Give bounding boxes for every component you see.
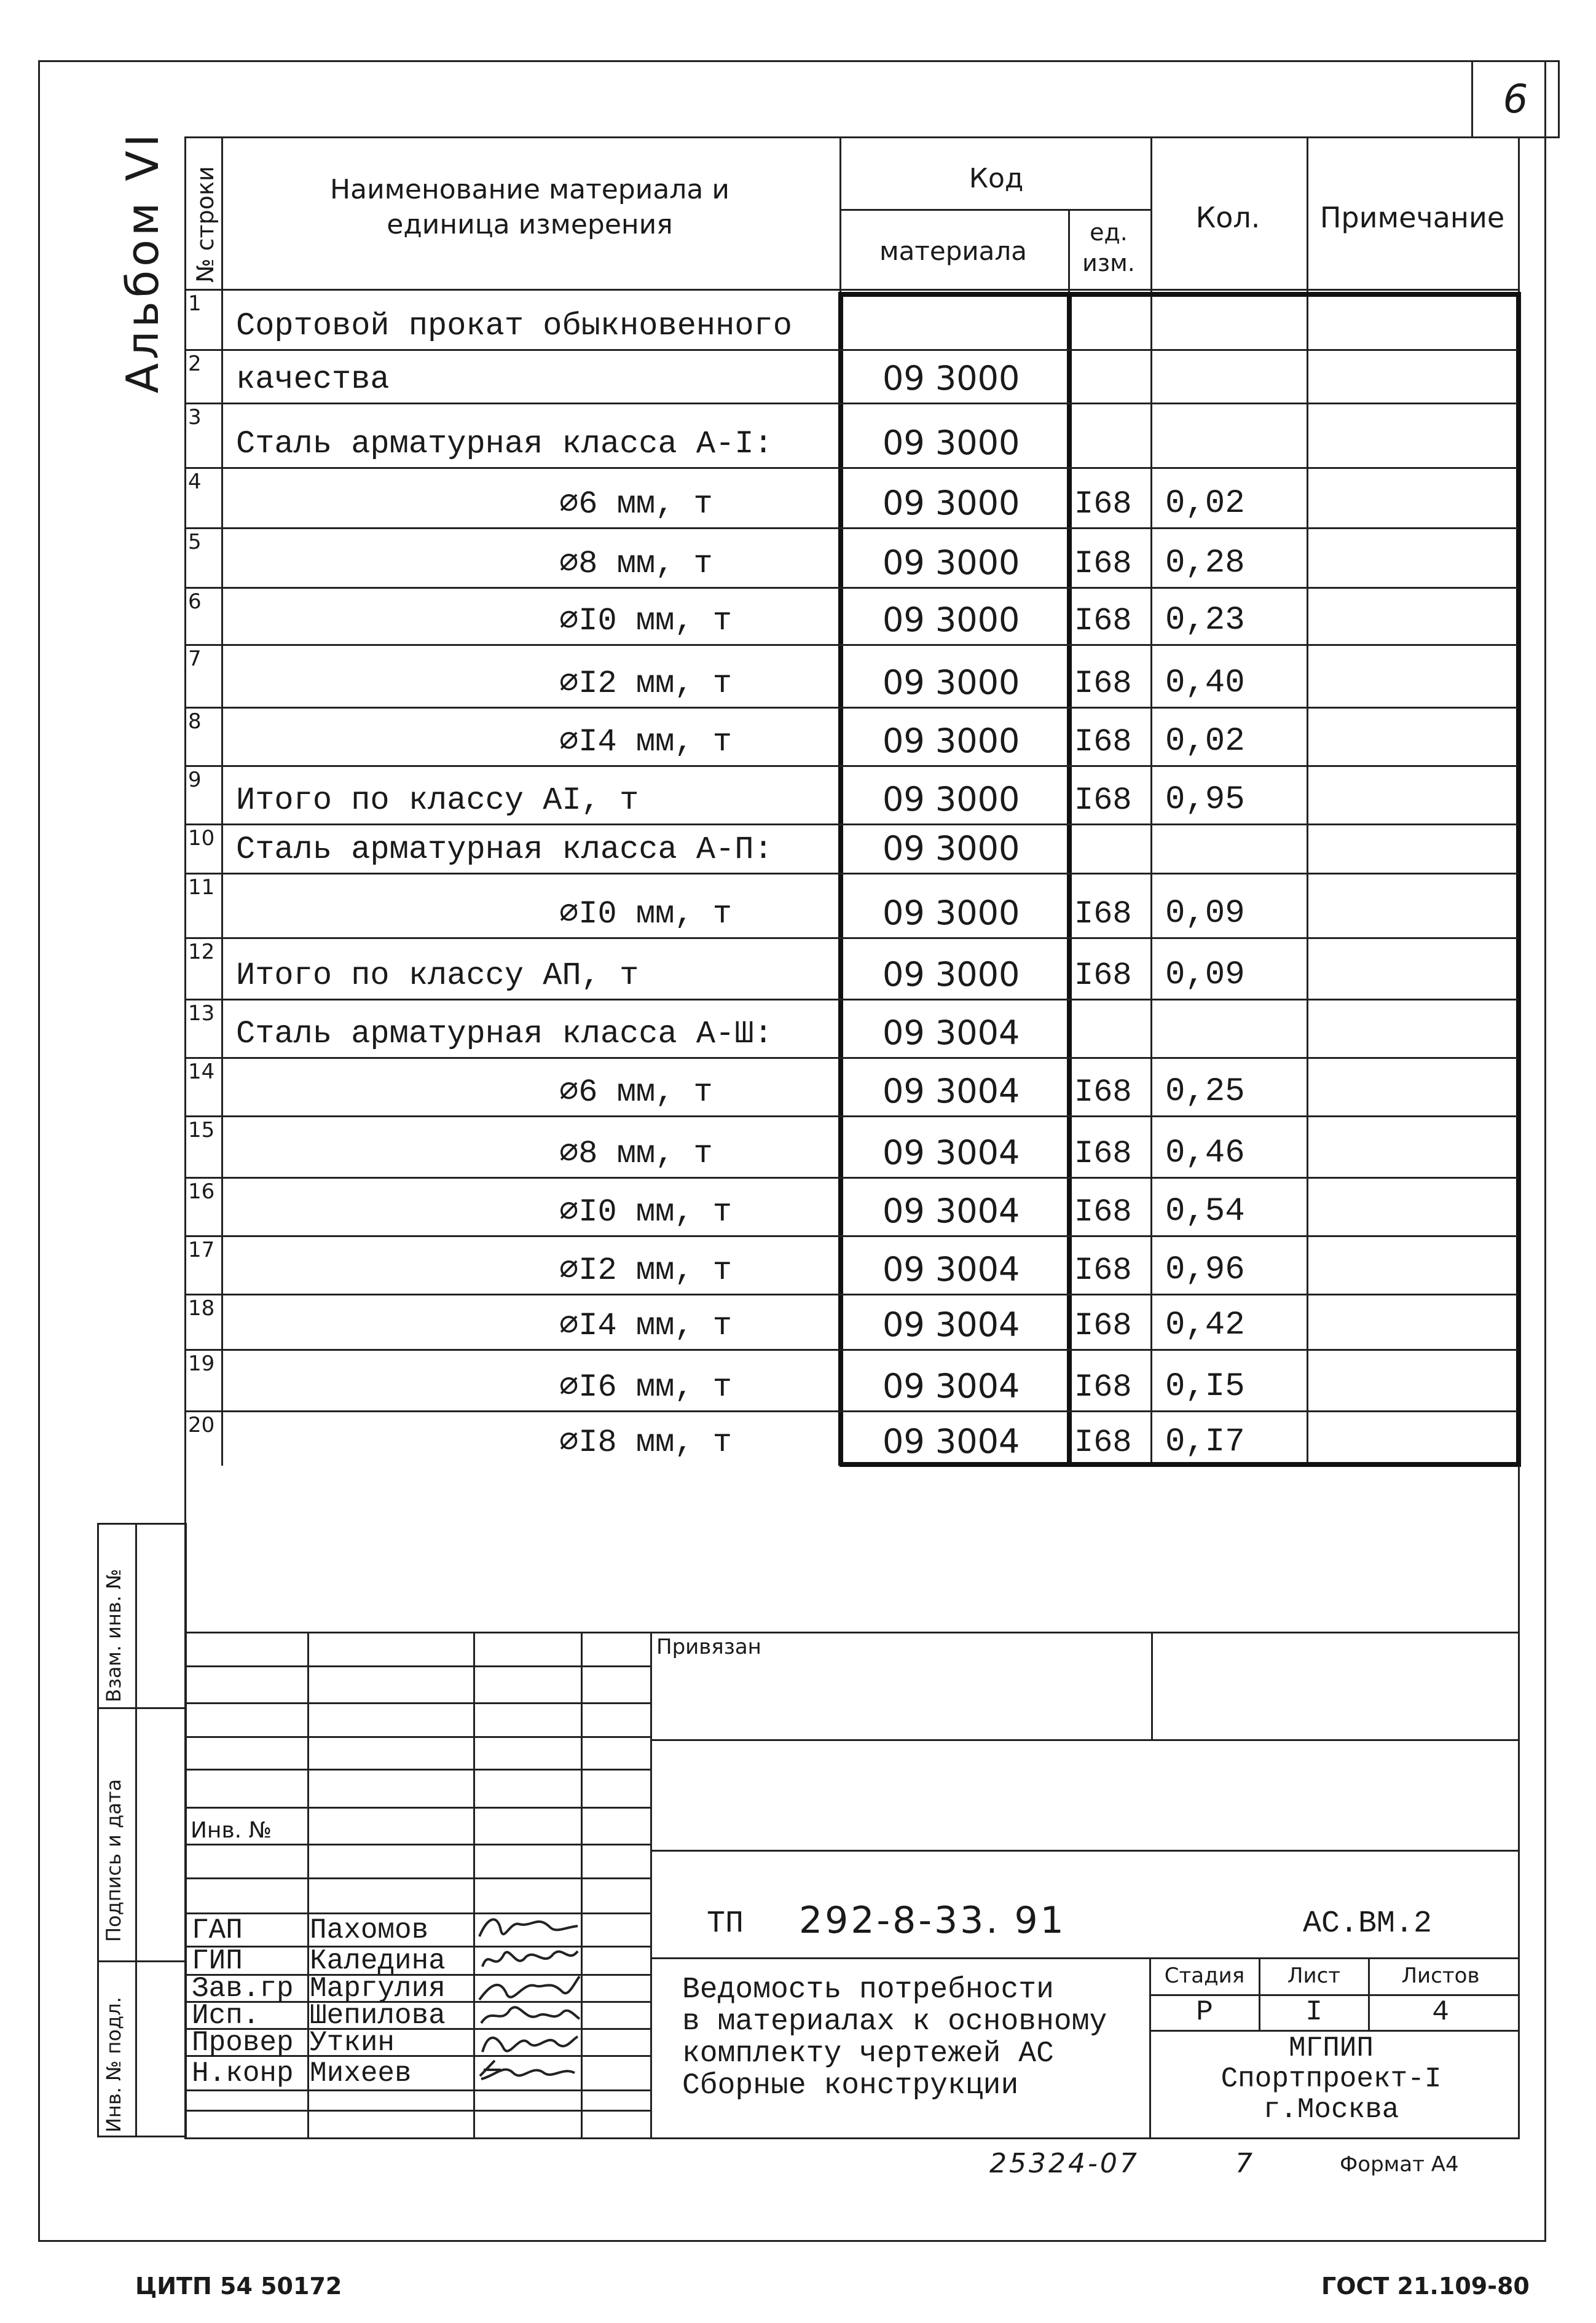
row-number: 18	[188, 1296, 215, 1321]
stamp-line	[307, 1632, 309, 2137]
row-material-code: 09 3004	[883, 1250, 1020, 1289]
row-name: ⌀8 мм, т	[559, 1136, 713, 1172]
privyazan-label: Привязан	[656, 1635, 761, 1659]
row-unit: I68	[1074, 782, 1132, 819]
row-material-code: 09 3000	[883, 359, 1020, 398]
org-line-3: г.Москва	[1263, 2094, 1399, 2126]
stamp-line	[1518, 1466, 1520, 2137]
row-number: 9	[188, 768, 202, 792]
inv-no-label: Инв. №	[191, 1817, 272, 1843]
row-material-code: 09 3000	[883, 600, 1020, 639]
staff-role: Провер	[192, 2029, 294, 2056]
stamp-line	[581, 1632, 583, 2137]
row-qty: 0,02	[1165, 485, 1245, 522]
row-name: Сталь арматурная класса А-П:	[236, 831, 773, 868]
row-line	[184, 644, 1518, 646]
row-line	[184, 349, 1518, 351]
row-name: ⌀I0 мм, т	[559, 603, 732, 639]
row-number: 8	[188, 709, 202, 734]
row-material-code: 09 3004	[883, 1072, 1020, 1110]
row-name: ⌀I4 мм, т	[559, 724, 732, 760]
row-qty: 0,25	[1165, 1073, 1245, 1110]
row-unit	[1074, 352, 1150, 400]
row-material-code: 09 3004	[883, 1192, 1020, 1230]
row-qty: 0,28	[1165, 544, 1245, 582]
row-name: Сталь арматурная класса А-I:	[236, 426, 773, 462]
header-code: Код	[969, 162, 1024, 194]
row-number: 15	[188, 1118, 215, 1142]
row-number: 13	[188, 1001, 215, 1026]
row-name: ⌀I8 мм, т	[559, 1425, 732, 1461]
row-number: 6	[188, 589, 202, 614]
row-name: ⌀I0 мм, т	[559, 896, 732, 932]
row-unit: I68	[1074, 1252, 1132, 1289]
stage-value: Р	[1196, 1996, 1213, 2028]
side-podpis-label: Подпись и дата	[102, 1779, 125, 1942]
row-qty	[1165, 1001, 1307, 1055]
staff-role: Зав.гр	[192, 1975, 294, 2002]
row-qty: 0,02	[1165, 723, 1245, 760]
header-name-1: Наименование материала и	[330, 173, 729, 205]
org-line-1: МГПИП	[1288, 2032, 1374, 2064]
header-material: материала	[879, 235, 1027, 266]
doc-code: АС.ВМ.2	[1303, 1906, 1433, 1941]
row-name: ⌀I0 мм, т	[559, 1194, 732, 1230]
header-bottom-line	[184, 289, 1518, 291]
row-line	[184, 707, 1518, 709]
row-name: Сталь арматурная класса А-Ш:	[236, 1016, 773, 1052]
row-name: ⌀I2 мм, т	[559, 666, 732, 702]
row-name: ⌀I2 мм, т	[559, 1252, 732, 1289]
row-qty	[1165, 352, 1307, 400]
staff-name: Шепилова	[310, 2002, 446, 2029]
staff-role: ГИП	[192, 1947, 243, 1975]
row-material-code: 09 3000	[883, 955, 1020, 994]
row-line	[184, 467, 1518, 469]
row-qty: 0,23	[1165, 602, 1245, 639]
staff-role: Исп.	[192, 2002, 260, 2029]
row-unit: I68	[1074, 546, 1132, 582]
row-line	[184, 937, 1518, 939]
row-name: качества	[236, 361, 390, 398]
row-material-code: 09 3004	[883, 1013, 1020, 1052]
staff-name: Каледина	[310, 1947, 446, 1975]
row-name: Итого по классу АП, т	[236, 957, 639, 994]
stamp-line	[473, 1632, 475, 2137]
row-line	[184, 1177, 1518, 1179]
row-unit: I68	[1074, 1308, 1132, 1344]
row-name: ⌀I6 мм, т	[559, 1369, 732, 1405]
row-number: 20	[188, 1413, 215, 1437]
archive-page: 7	[1235, 2147, 1252, 2179]
row-material-code: 09 3004	[883, 1422, 1020, 1461]
row-unit: I68	[1074, 666, 1132, 702]
stamp-line	[184, 1466, 186, 2137]
row-unit: I68	[1074, 1136, 1132, 1172]
row-qty: 0,46	[1165, 1134, 1245, 1172]
sheet-label: Лист	[1287, 1963, 1341, 1988]
sheet-value: I	[1305, 1996, 1323, 2028]
row-line	[184, 587, 1518, 589]
stamp-line	[650, 1632, 652, 2137]
grid-line	[184, 136, 1518, 138]
row-unit: I68	[1074, 603, 1132, 639]
row-qty: 0,54	[1165, 1193, 1245, 1230]
row-number: 19	[188, 1351, 215, 1376]
row-line	[184, 873, 1518, 875]
grid-line	[1150, 289, 1152, 1466]
grid-line	[1307, 289, 1308, 1466]
row-qty	[1165, 291, 1307, 347]
row-unit	[1074, 1001, 1150, 1055]
header-unit-1: ед.	[1090, 219, 1128, 246]
sheet-number: 6	[1503, 76, 1528, 122]
title-line-1: Ведомость потребности	[682, 1973, 1054, 2007]
staff-name: Пахомов	[310, 1914, 429, 1946]
row-number: 2	[188, 352, 202, 376]
row-qty	[1165, 405, 1307, 465]
row-number: 5	[188, 530, 202, 554]
row-name: ⌀8 мм, т	[559, 546, 713, 582]
header-note: Примечание	[1319, 201, 1505, 234]
row-line	[184, 527, 1518, 529]
row-unit	[1074, 291, 1150, 347]
row-unit: I68	[1074, 957, 1132, 994]
row-material-code: 09 3004	[883, 1367, 1020, 1405]
staff-role: ГАП	[192, 1914, 243, 1946]
staff-name: Маргулия	[310, 1975, 446, 2002]
row-name: ⌀6 мм, т	[559, 1074, 713, 1110]
signature-icon	[476, 1909, 581, 1946]
album-label: Альбом VI	[117, 130, 168, 393]
row-number: 3	[188, 405, 202, 430]
row-material-code: 09 3000	[883, 721, 1020, 760]
side-inv-podl-label: Инв. № подл.	[102, 1997, 125, 2132]
row-number: 17	[188, 1238, 215, 1262]
row-number: 4	[188, 470, 202, 494]
stamp-line	[1151, 1632, 1153, 1739]
grid-line	[184, 136, 186, 1468]
header-unit-2: изм.	[1082, 250, 1135, 277]
grid-line	[839, 209, 1150, 211]
format-label: Формат А4	[1340, 2152, 1459, 2177]
row-material-code: 09 3004	[883, 1133, 1020, 1172]
staff-name: Уткин	[310, 2029, 395, 2056]
row-unit: I68	[1074, 1425, 1132, 1461]
title-line-2: в материалах к основному	[682, 2005, 1107, 2038]
row-qty	[1165, 826, 1307, 870]
row-number: 10	[188, 826, 215, 851]
row-unit: I68	[1074, 1194, 1132, 1230]
row-line	[184, 1349, 1518, 1351]
sheets-label: Листов	[1401, 1963, 1480, 1988]
row-material-code: 09 3000	[883, 780, 1020, 819]
row-material-code: 09 3004	[883, 1305, 1020, 1344]
header-name-2: единица измерения	[387, 208, 673, 240]
stamp-line	[650, 1739, 1518, 1741]
row-unit: I68	[1074, 1369, 1132, 1405]
sheets-value: 4	[1432, 1996, 1449, 2028]
staff-name: Михеев	[310, 2058, 412, 2089]
row-number: 7	[188, 647, 202, 671]
header-row-no: № строки	[192, 166, 219, 283]
doc-number: 292-8-33. 91	[799, 1899, 1066, 1942]
row-material-code: 09 3000	[883, 484, 1020, 522]
row-line	[184, 1057, 1518, 1059]
row-qty: 0,40	[1165, 664, 1245, 702]
row-line	[184, 1410, 1518, 1412]
row-qty: 0,09	[1165, 956, 1245, 994]
footer-left: ЦИТП 54 50172	[135, 2273, 342, 2300]
grid-line	[221, 136, 223, 1466]
org-line-2: Спортпроект-I	[1221, 2063, 1442, 2095]
row-name: Итого по классу АI, т	[236, 782, 639, 819]
row-qty: 0,95	[1165, 781, 1245, 819]
archive-number: 25324-07	[989, 2147, 1139, 2179]
row-qty: 0,96	[1165, 1251, 1245, 1289]
row-unit: I68	[1074, 896, 1132, 932]
row-number: 1	[188, 291, 202, 316]
stamp-line	[650, 1850, 1518, 1852]
row-line	[184, 1294, 1518, 1295]
row-unit	[1074, 826, 1150, 870]
row-name: ⌀I4 мм, т	[559, 1308, 732, 1344]
doc-prefix: ТП	[707, 1906, 744, 1941]
row-line	[184, 1115, 1518, 1117]
row-line	[184, 1235, 1518, 1237]
row-unit	[1074, 405, 1150, 465]
row-name: ⌀6 мм, т	[559, 486, 713, 522]
row-number: 14	[188, 1059, 215, 1084]
footer-right: ГОСТ 21.109-80	[1321, 2273, 1530, 2300]
row-qty: 0,I5	[1165, 1368, 1245, 1405]
row-number: 16	[188, 1179, 215, 1204]
side-vzam-label: Взам. инв. №	[102, 1568, 125, 1702]
header-qty: Кол.	[1195, 201, 1260, 234]
row-line	[184, 823, 1518, 825]
row-material-code	[883, 291, 1068, 347]
row-material-code: 09 3000	[883, 829, 1020, 868]
staff-role: Н.конр	[192, 2058, 294, 2089]
row-number: 11	[188, 875, 215, 900]
row-unit: I68	[1074, 1074, 1132, 1110]
row-qty: 0,I7	[1165, 1423, 1245, 1461]
row-line	[184, 999, 1518, 1000]
row-material-code: 09 3000	[883, 663, 1020, 702]
row-material-code: 09 3000	[883, 423, 1020, 462]
stage-label: Стадия	[1164, 1963, 1245, 1988]
row-qty: 0,09	[1165, 895, 1245, 932]
title-line-3: комплекту чертежей АС	[682, 2037, 1054, 2070]
row-unit: I68	[1074, 724, 1132, 760]
signature-icon	[476, 2051, 581, 2088]
row-line	[184, 765, 1518, 767]
row-material-code: 09 3000	[883, 894, 1020, 932]
row-name: Сортовой прокат обыкновенного	[236, 308, 792, 344]
row-unit: I68	[1074, 486, 1132, 522]
row-qty: 0,42	[1165, 1307, 1245, 1344]
row-number: 12	[188, 940, 215, 964]
title-line-4: Сборные конструкции	[682, 2069, 1019, 2102]
row-line	[184, 403, 1518, 404]
row-material-code: 09 3000	[883, 543, 1020, 582]
stamp-line	[184, 2137, 1520, 2139]
